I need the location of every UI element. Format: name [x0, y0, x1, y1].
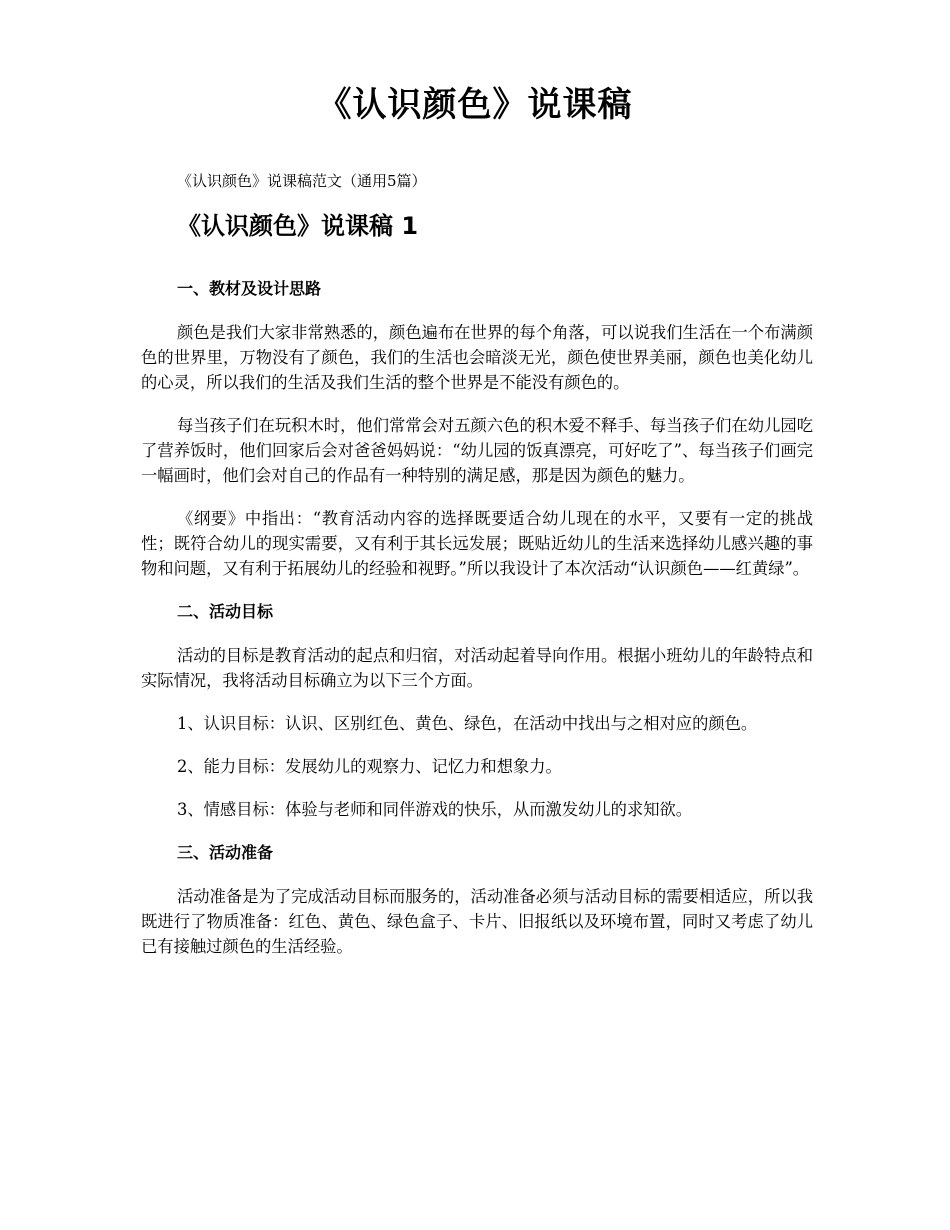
paragraph: 活动准备是为了完成活动目标而服务的，活动准备必须与活动目标的需要相适应，所以我既进行了物质准备：红色、黄色、绿色盒子、卡片、旧报纸以及环境布置，同时又考虑了幼儿已有接触过颜色的生活经验。 — [141, 887, 813, 956]
section-activity-goals — [141, 599, 813, 822]
article-heading: 《认识颜色》说课稿 1 — [177, 212, 419, 240]
section-heading: 二、活动目标 — [177, 602, 274, 621]
paragraph: 2、能力目标：发展幼儿的观察力、记忆力和想象力。 — [177, 757, 562, 776]
section-heading: 一、教材及设计思路 — [177, 279, 322, 298]
section-heading: 三、活动准备 — [177, 843, 274, 862]
paragraph: 《纲要》中指出：“教育活动内容的选择既要适合幼儿现在的水平，又要有一定的挑战性；既符合幼儿的现实需要，又有利于其长远发展；既贴近幼儿的生活来选择幼儿感兴趣的事物和问题，又有利于拓展幼儿的经验和视野。”所以我设计了本次活动“认识颜色——红黄绿”。 — [141, 509, 813, 578]
document-subtitle: 《认识颜色》说课稿范文（通用5篇） — [177, 172, 427, 190]
paragraph: 颜色是我们大家非常熟悉的，颜色遍布在世界的每个角落，可以说我们生活在一个布满颜色的世界里，万物没有了颜色，我们的生活也会暗淡无光，颜色使世界美丽，颜色也美化幼儿的心灵，所以我们的生活及我们生活的整个世界是不能没有颜色的。 — [141, 323, 813, 392]
paragraph: 每当孩子们在玩积木时，他们常常会对五颜六色的积木爱不释手、每当孩子们在幼儿园吃了营养饭时，他们回家后会对爸爸妈妈说：“幼儿园的饭真漂亮，可好吃了”、每当孩子们画完一幅画时，他们会对自己的作品有一种特别的满足感，那是因为颜色的魅力。 — [141, 416, 813, 485]
paragraph: 1、认识目标：认识、区别红色、黄色、绿色，在活动中找出与之相对应的颜色。 — [177, 714, 758, 733]
document-body — [141, 276, 813, 977]
paragraph: 活动的目标是教育活动的起点和归宿，对活动起着导向作用。根据小班幼儿的年龄特点和实际情况，我将活动目标确立为以下三个方面。 — [141, 646, 813, 690]
document-title: 《认识颜色》说课稿 — [317, 85, 633, 125]
paragraph: 3、情感目标：体验与老师和同伴游戏的快乐，从而激发幼儿的求知欲。 — [177, 800, 693, 819]
section-activity-preparation — [141, 840, 813, 959]
section-teaching-material — [141, 276, 813, 581]
